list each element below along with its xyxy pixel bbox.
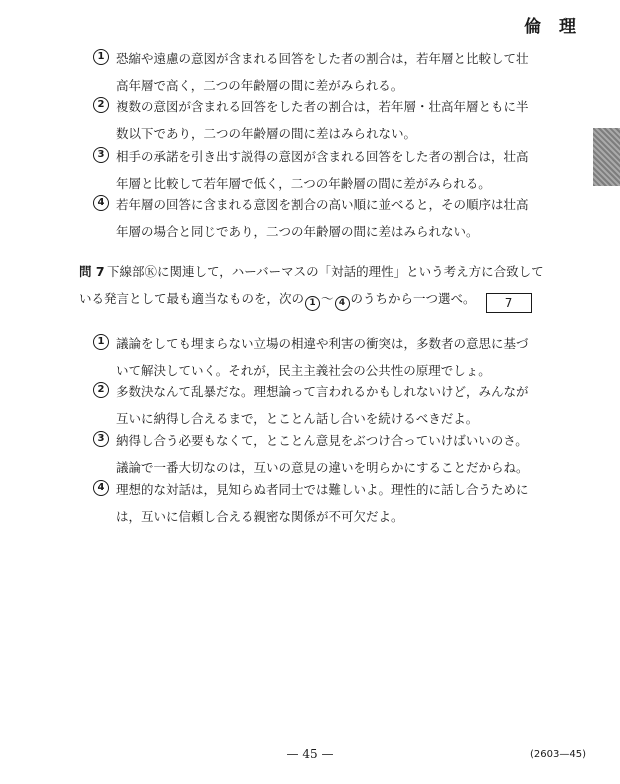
option-text-line: 年層の場合と同じであり，二つの年齢層の間に差はみられない。 — [116, 224, 479, 239]
range-separator: ～ — [321, 291, 334, 306]
option-number: 1 — [93, 334, 109, 350]
question-text: のうちから一つ選べ。 — [350, 291, 476, 306]
question-text-line: 下線部Ⓚに関連して，ハーバーマスの「対話的理性」という考え方に合致して — [107, 264, 544, 279]
q7-option-4 — [97, 476, 542, 530]
option-number: 2 — [93, 382, 109, 398]
q7-option-1 — [97, 330, 542, 384]
option-number: 3 — [93, 147, 109, 163]
prev-option-4 — [97, 191, 542, 245]
option-text-line: 議論で一番大切なのは，互いの意見の違いを明らかにすることだからね。 — [116, 460, 529, 475]
exam-code: (2603—45) — [530, 749, 586, 760]
page-number: — 45 — — [286, 747, 334, 761]
option-number: 2 — [93, 97, 109, 113]
q7-option-3 — [97, 427, 542, 481]
option-text-line: 納得し合う必要もなくて，とことん意見をぶつけ合っていけばいいのさ。 — [116, 433, 528, 448]
question-label: 問 7 — [79, 264, 105, 279]
q7-option-2 — [97, 378, 542, 432]
option-text-line: 複数の意図が含まれる回答をした者の割合は，若年層・壮高年層ともに半 — [116, 99, 529, 114]
question-text-line — [79, 285, 549, 313]
option-text-line: 年層と比較して若年層で低く，二つの年齢層の間に差がみられる。 — [116, 176, 491, 191]
option-number: 4 — [93, 195, 109, 211]
option-number: 3 — [93, 431, 109, 447]
range-end-number: 4 — [335, 296, 350, 311]
option-text-line: 互いに納得し合えるまで，とことん話し合いを続けるべきだよ。 — [116, 411, 479, 426]
option-text-line: 議論をしても埋まらない立場の相違や利害の衝突は，多数者の意思に基づ — [116, 336, 529, 351]
option-text-line: 多数決なんて乱暴だな。理想論って言われるかもしれないけど，みんなが — [116, 384, 529, 399]
question-7 — [79, 258, 549, 313]
option-text-line: 理想的な対話は，見知らぬ者同士では難しいよ。理性的に話し合うために — [116, 482, 529, 497]
prev-option-3 — [97, 143, 542, 197]
option-text-line: 恐縮や遠慮の意図が含まれる回答をした者の割合は，若年層と比較して壮 — [116, 51, 529, 66]
option-text-line: 数以下であり，二つの年齢層の間に差はみられない。 — [116, 126, 417, 141]
subject-header: 倫 理 — [524, 17, 582, 37]
range-start-number: 1 — [305, 296, 320, 311]
option-number: 1 — [93, 49, 109, 65]
option-number: 4 — [93, 480, 109, 496]
prev-option-1 — [97, 45, 542, 99]
option-text-line: 相手の承諾を引き出す説得の意図が含まれる回答をした者の割合は，壮高 — [116, 149, 529, 164]
option-text-line: 若年層の回答に含まれる意図を割合の高い順に並べると，その順序は壮高 — [116, 197, 529, 212]
option-text-line: は，互いに信頼し合える親密な関係が不可欠だよ。 — [116, 509, 404, 524]
option-text-line: いて解決していく。それが，民主主義社会の公共性の原理でしょ。 — [116, 363, 491, 378]
option-text-line: 高年層で高く，二つの年齢層の間に差がみられる。 — [116, 78, 404, 93]
answer-number-box: 7 — [486, 293, 532, 313]
question-text: いる発言として最も適当なものを，次の — [79, 291, 305, 306]
section-tab-marker — [593, 128, 620, 186]
prev-option-2 — [97, 93, 542, 147]
